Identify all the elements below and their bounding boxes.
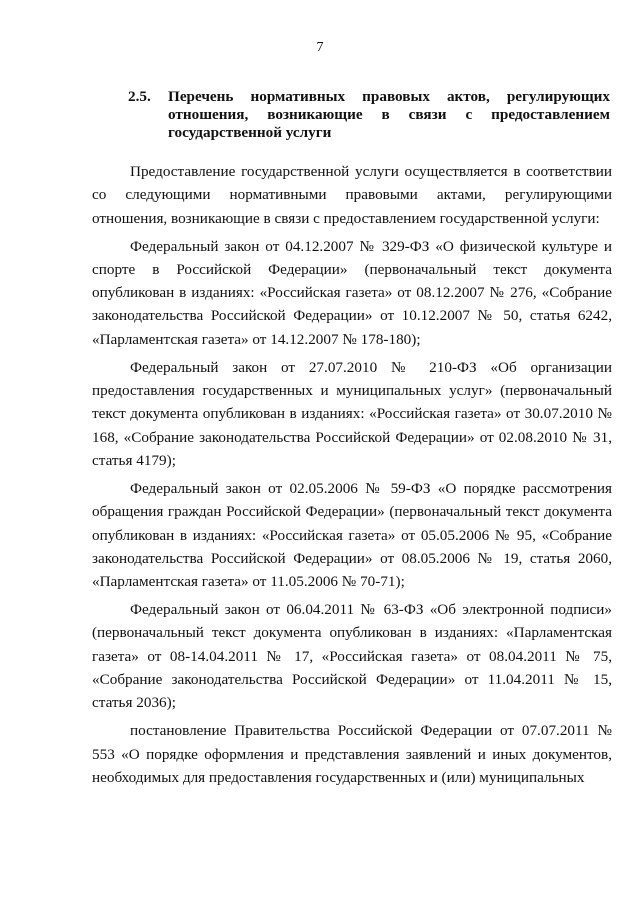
paragraph-law-59fz: Федеральный закон от 02.05.2006 № 59-ФЗ «О порядке рассмотрения обращения граждан Российской Федерации» (первоначальный текст документа опубликован в изданиях: «Российская газета» от 05.05.2006 № 95, «Собрание законодательства Российской Федерации» от 08.05.2006 № 19, статья 2060, «Парламентская газета» от 11.05.2006 № 70-71); [92,479,612,591]
paragraph-resolution-553: постановление Правительства Российской Федерации от 07.07.2011 № 553 «О порядке оформления и представления заявлений и иных документов, необходимых для предоставления государственных и (или) муниципальных [92,722,612,786]
page-number: 7 [316,40,324,55]
paragraph-intro: Предоставление государственной услуги осуществляется в соответствии со следующими нормативными правовыми актами, регулирующими отношения, возникающие в связи с предоставлением государственной услуги: [92,163,612,227]
paragraph-law-210fz: Федеральный закон от 27.07.2010 № 210-ФЗ «Об организации предоставления государственных и муниципальных услуг» (первоначальный текст документа опубликован в изданиях: «Российская газета» от 30.07.2010 № 168, «Собрание законодательства Российской Федерации» от 02.08.2010 № 31, статья 4179); [92,358,612,469]
paragraph-law-63fz: Федеральный закон от 06.04.2011 № 63-ФЗ «Об электронной подписи» (первоначальный текст документа опубликован в изданиях: «Парламентская газета» от 08-14.04.2011 № 17, «Российская газета» от 08.04.2011 № 75, «Собрание законодательства Российской Федерации» от 11.04.2011 № 15, статья 2036); [92,601,612,712]
document-body [92,160,612,794]
section-number: 2.5. [128,88,151,105]
paragraph-law-329fz: Федеральный закон от 04.12.2007 № 329-ФЗ «О физической культуре и спорте в Российской Федерации» (первоначальный текст документа опубликован в изданиях: «Российская газета» от 08.12.2007 № 276, «Собрание законодательства Российской Федерации» от 10.12.2007 № 50, статья 6242, «Парламентская газета» от 14.12.2007 № 178-180); [92,237,612,348]
section-heading [128,88,610,142]
section-title: Перечень нормативных правовых актов, регулирующих отношения, возникающие в связи с предоставлением государственной услуги [168,88,610,141]
